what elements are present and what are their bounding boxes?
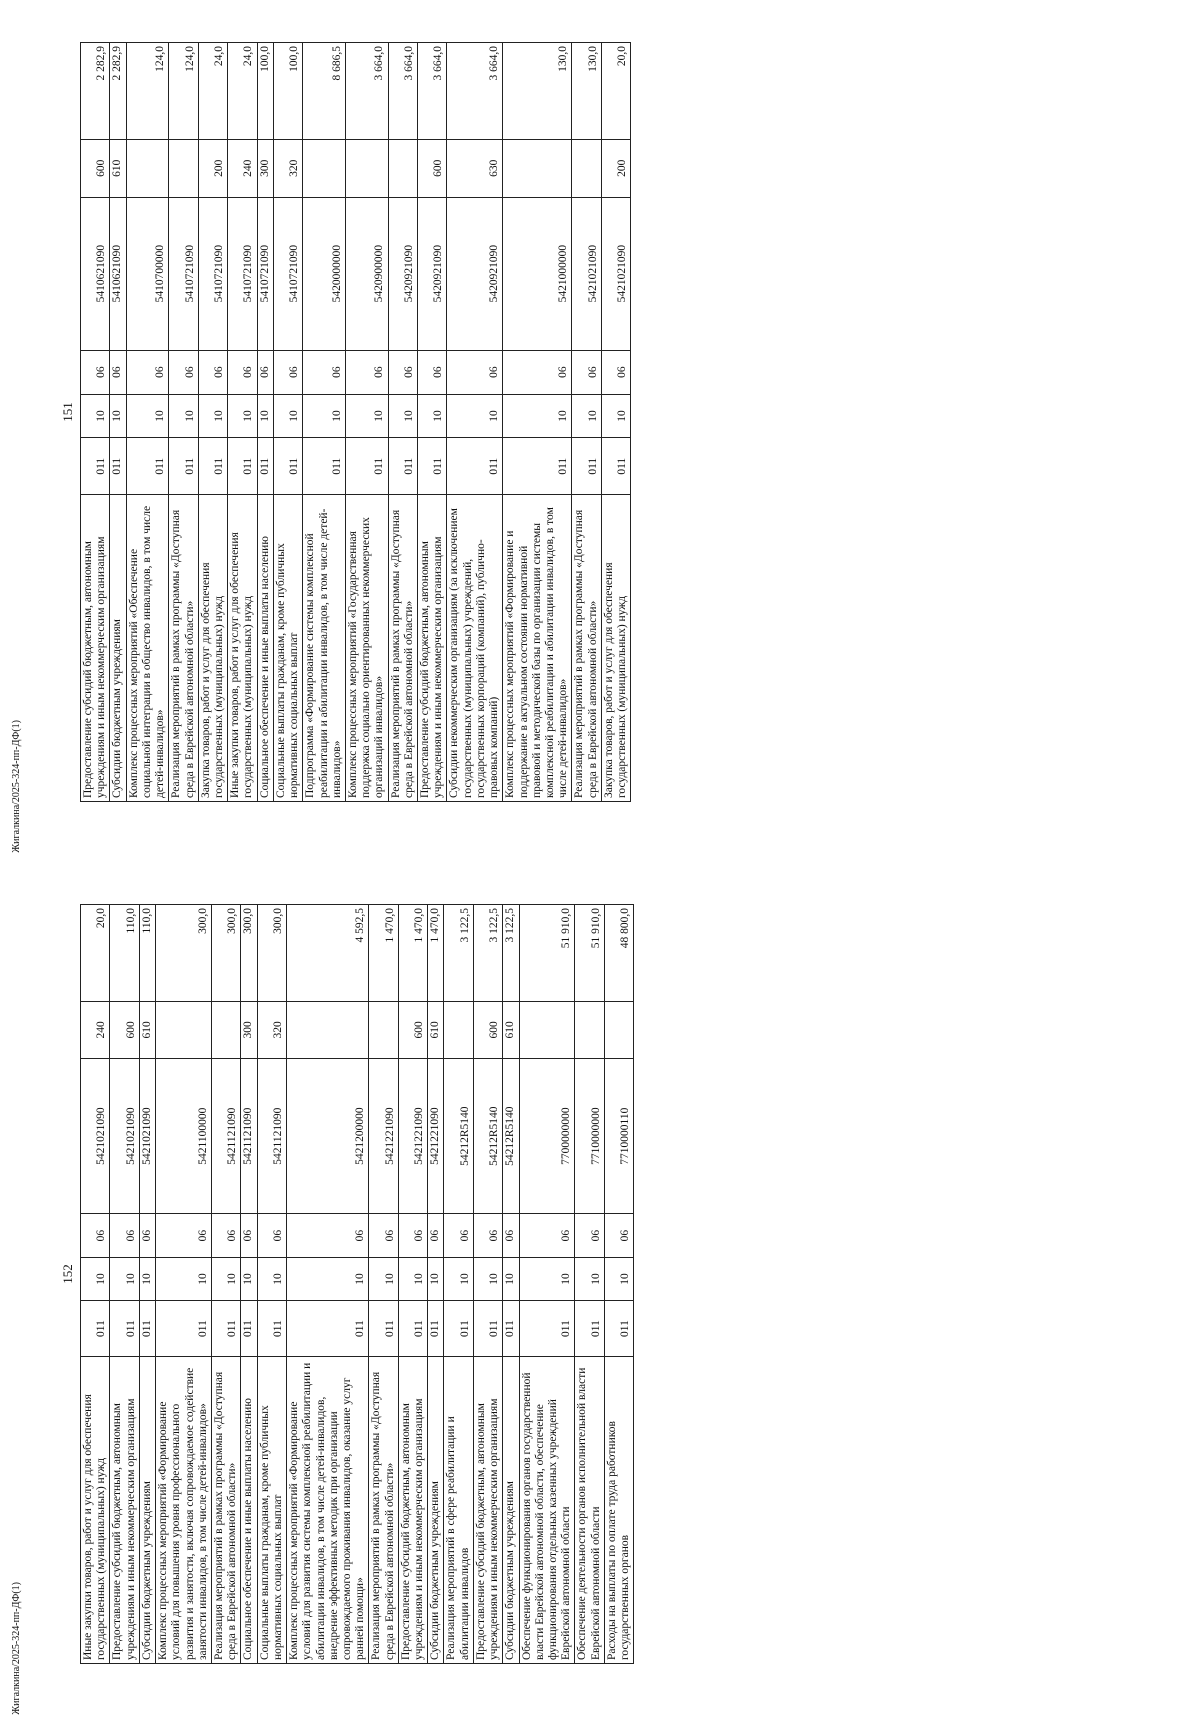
cell-amount: 100,0 — [273, 43, 302, 140]
cell-subsection: 06 — [126, 350, 169, 394]
cell-expense-type — [572, 140, 601, 198]
page-number: 151 — [60, 402, 75, 422]
table-row — [388, 43, 417, 802]
row-name: Обеспечение деятельности органов исполнительной власти Еврейской автономной области — [575, 1357, 604, 1664]
cell-section: 10 — [110, 1257, 139, 1300]
cell-section: 10 — [519, 1257, 575, 1300]
cell-amount: 130,0 — [503, 43, 572, 140]
cell-section: 10 — [572, 394, 601, 438]
cell-target-article: 5421100000 — [156, 1058, 212, 1214]
cell-target-article: 5421221090 — [428, 1058, 444, 1214]
table-row — [169, 43, 198, 802]
cell-amount: 4 592,5 — [287, 905, 369, 1002]
row-name: Иные закупки товаров, работ и услуг для обеспечения государственных (муниципальных) нужд — [228, 495, 257, 802]
rotated-content — [60, 884, 1170, 1664]
cell-ministry: 011 — [110, 1301, 139, 1357]
cell-amount: 110,0 — [139, 905, 155, 1002]
row-name: Субсидии бюджетным учреждениям — [110, 495, 126, 802]
row-name: Предоставление субсидий бюджетным, автономным учреждениям и иным некоммерческим организациям — [398, 1357, 427, 1664]
row-name: Обеспечение функционирования органов государственной власти Еврейской автономной области, обеспечение функционирования отдельных казенных учреждений Еврейской автономной области — [519, 1357, 575, 1664]
cell-subsection: 06 — [241, 1214, 257, 1257]
row-name: Субсидии бюджетным учреждениям — [139, 1357, 155, 1664]
table-row — [428, 905, 444, 1664]
cell-amount: 300,0 — [156, 905, 212, 1002]
cell-subsection: 06 — [273, 350, 302, 394]
document-footer: Жигалкина/2025-324-пп-ДФ(1) — [11, 1582, 22, 1715]
cell-amount: 1 470,0 — [428, 905, 444, 1002]
cell-target-article: 7710000000 — [575, 1058, 604, 1214]
cell-subsection: 06 — [388, 350, 417, 394]
cell-ministry: 011 — [604, 1301, 633, 1357]
cell-expense-type — [604, 1002, 633, 1059]
table-row — [287, 905, 369, 1664]
row-name: Социальные выплаты гражданам, кроме публичных нормативных социальных выплат — [273, 495, 302, 802]
cell-section: 10 — [81, 394, 110, 438]
cell-subsection: 06 — [503, 350, 572, 394]
cell-amount: 8 686,5 — [303, 43, 346, 140]
table-row — [81, 905, 110, 1664]
cell-subsection: 06 — [110, 350, 126, 394]
table-row — [418, 43, 447, 802]
cell-expense-type: 320 — [273, 140, 302, 198]
cell-expense-type: 600 — [110, 1002, 139, 1059]
cell-section: 10 — [110, 394, 126, 438]
cell-section: 10 — [575, 1257, 604, 1300]
cell-expense-type — [388, 140, 417, 198]
cell-target-article: 5421021090 — [139, 1058, 155, 1214]
cell-ministry: 011 — [345, 438, 388, 495]
cell-amount: 3 664,0 — [447, 43, 503, 140]
document-page-151 — [0, 0, 1200, 862]
row-name: Реализация мероприятий в рамках программы «Доступная среда в Еврейской автономной области» — [572, 495, 601, 802]
cell-ministry: 011 — [428, 1301, 444, 1357]
cell-expense-type: 600 — [398, 1002, 427, 1059]
cell-subsection: 06 — [418, 350, 447, 394]
cell-target-article: 5410721090 — [257, 197, 273, 350]
cell-amount: 3 664,0 — [345, 43, 388, 140]
cell-subsection: 06 — [369, 1214, 398, 1257]
table-row — [126, 43, 169, 802]
cell-amount: 3 664,0 — [418, 43, 447, 140]
cell-target-article: 5421021090 — [110, 1058, 139, 1214]
cell-section: 10 — [303, 394, 346, 438]
cell-section: 10 — [447, 394, 503, 438]
cell-ministry: 011 — [81, 438, 110, 495]
table-row — [503, 905, 519, 1664]
cell-ministry: 011 — [398, 1301, 427, 1357]
cell-ministry: 011 — [369, 1301, 398, 1357]
cell-expense-type — [156, 1002, 212, 1059]
cell-subsection: 06 — [447, 350, 503, 394]
cell-ministry: 011 — [447, 438, 503, 495]
cell-ministry: 011 — [572, 438, 601, 495]
cell-ministry: 011 — [601, 438, 630, 495]
cell-target-article: 54212R5140 — [444, 1058, 473, 1214]
budget-table — [80, 904, 634, 1664]
cell-expense-type: 300 — [241, 1002, 257, 1059]
row-name: Иные закупки товаров, работ и услуг для обеспечения государственных (муниципальных) нужд — [81, 1357, 110, 1664]
cell-target-article: 5410721090 — [198, 197, 227, 350]
cell-ministry: 011 — [418, 438, 447, 495]
cell-ministry: 011 — [257, 438, 273, 495]
row-name: Социальное обеспечение и иные выплаты населению — [257, 495, 273, 802]
table-row — [139, 905, 155, 1664]
cell-section: 10 — [428, 1257, 444, 1300]
cell-subsection: 06 — [198, 350, 227, 394]
cell-expense-type — [369, 1002, 398, 1059]
cell-target-article: 5421121090 — [211, 1058, 240, 1214]
cell-target-article: 5420900000 — [345, 197, 388, 350]
cell-section: 10 — [418, 394, 447, 438]
cell-target-article: 5421021090 — [81, 1058, 110, 1214]
cell-expense-type: 610 — [503, 1002, 519, 1059]
row-name: Комплекс процессных мероприятий «Обеспечение социальной интеграции в общество инвалидов, в том числе детей-инвалидов» — [126, 495, 169, 802]
cell-amount: 3 122,5 — [473, 905, 502, 1002]
cell-ministry: 011 — [388, 438, 417, 495]
cell-section: 10 — [287, 1257, 369, 1300]
cell-subsection: 06 — [503, 1214, 519, 1257]
cell-section: 10 — [139, 1257, 155, 1300]
cell-ministry: 011 — [211, 1301, 240, 1357]
cell-expense-type: 200 — [198, 140, 227, 198]
cell-amount: 124,0 — [126, 43, 169, 140]
table-row — [211, 905, 240, 1664]
table-row — [303, 43, 346, 802]
row-name: Подпрограмма «Формирование системы комплексной реабилитации и абилитации инвалидов, в том числе детей-инвалидов» — [303, 495, 346, 802]
cell-target-article: 5410721090 — [169, 197, 198, 350]
row-name: Субсидии бюджетным учреждениям — [503, 1357, 519, 1664]
cell-ministry: 011 — [287, 1301, 369, 1357]
row-name: Реализация мероприятий в рамках программы «Доступная среда в Еврейской автономной области» — [211, 1357, 240, 1664]
table-row — [228, 43, 257, 802]
cell-expense-type — [211, 1002, 240, 1059]
table-row — [257, 43, 273, 802]
cell-expense-type: 600 — [418, 140, 447, 198]
cell-subsection: 06 — [257, 1214, 286, 1257]
cell-expense-type — [126, 140, 169, 198]
cell-expense-type — [575, 1002, 604, 1059]
cell-target-article: 54212R5140 — [473, 1058, 502, 1214]
cell-target-article: 7710000110 — [604, 1058, 633, 1214]
cell-expense-type: 240 — [228, 140, 257, 198]
row-name: Социальные выплаты гражданам, кроме публичных нормативных социальных выплат — [257, 1357, 286, 1664]
cell-subsection: 06 — [81, 1214, 110, 1257]
cell-amount: 2 282,9 — [81, 43, 110, 140]
table-row — [572, 43, 601, 802]
cell-amount: 1 470,0 — [369, 905, 398, 1002]
cell-expense-type: 610 — [428, 1002, 444, 1059]
table-row — [273, 43, 302, 802]
cell-section: 10 — [273, 394, 302, 438]
cell-subsection: 06 — [572, 350, 601, 394]
cell-ministry: 011 — [303, 438, 346, 495]
cell-section: 10 — [444, 1257, 473, 1300]
cell-subsection: 06 — [444, 1214, 473, 1257]
cell-target-article: 5410721090 — [228, 197, 257, 350]
row-name: Комплекс процессных мероприятий «Формирование и поддержание в актуальном состоянии нормативной правовой и методической базы по организации системы комплексной реабилитации и абилитации инвалидов, в том числе детей-инвалидов» — [503, 495, 572, 802]
row-name: Реализация мероприятий в рамках программы «Доступная среда в Еврейской автономной области» — [169, 495, 198, 802]
cell-section: 10 — [156, 1257, 212, 1300]
cell-amount: 3 664,0 — [388, 43, 417, 140]
cell-subsection: 06 — [211, 1214, 240, 1257]
cell-target-article: 5420921090 — [418, 197, 447, 350]
row-name: Предоставление субсидий бюджетным, автономным учреждениям и иным некоммерческим организациям — [81, 495, 110, 802]
cell-expense-type: 320 — [257, 1002, 286, 1059]
cell-expense-type — [169, 140, 198, 198]
row-name: Социальное обеспечение и иные выплаты населению — [241, 1357, 257, 1664]
document-footer: Жигалкина/2025-324-пп-ДФ(1) — [11, 720, 22, 853]
cell-section: 10 — [369, 1257, 398, 1300]
cell-section: 10 — [503, 394, 572, 438]
cell-subsection: 06 — [428, 1214, 444, 1257]
row-name: Предоставление субсидий бюджетным, автономным учреждениям и иным некоммерческим организациям — [418, 495, 447, 802]
cell-amount: 1 470,0 — [398, 905, 427, 1002]
table-row — [110, 905, 139, 1664]
cell-expense-type — [303, 140, 346, 198]
cell-ministry: 011 — [110, 438, 126, 495]
cell-expense-type: 200 — [601, 140, 630, 198]
cell-section: 10 — [257, 1257, 286, 1300]
cell-target-article: 5421121090 — [241, 1058, 257, 1214]
table-row — [81, 43, 110, 802]
cell-section: 10 — [169, 394, 198, 438]
row-name: Закупка товаров, работ и услуг для обеспечения государственных (муниципальных) нужд — [601, 495, 630, 802]
row-name: Субсидии бюджетным учреждениям — [428, 1357, 444, 1664]
cell-amount: 300,0 — [211, 905, 240, 1002]
cell-amount: 3 122,5 — [503, 905, 519, 1002]
table-row — [604, 905, 633, 1664]
cell-target-article: 54212R5140 — [503, 1058, 519, 1214]
cell-section: 10 — [345, 394, 388, 438]
cell-amount: 110,0 — [110, 905, 139, 1002]
cell-section: 10 — [228, 394, 257, 438]
cell-ministry: 011 — [575, 1301, 604, 1357]
cell-amount: 300,0 — [257, 905, 286, 1002]
cell-ministry: 011 — [503, 438, 572, 495]
document-page-152 — [0, 862, 1200, 1724]
cell-expense-type — [345, 140, 388, 198]
cell-amount: 20,0 — [601, 43, 630, 140]
table-row — [345, 43, 388, 802]
cell-ministry: 011 — [81, 1301, 110, 1357]
cell-expense-type — [503, 140, 572, 198]
table-row — [257, 905, 286, 1664]
cell-subsection: 06 — [228, 350, 257, 394]
cell-target-article: 5420921090 — [388, 197, 417, 350]
cell-amount: 51 910,0 — [519, 905, 575, 1002]
cell-target-article: 5420000000 — [303, 197, 346, 350]
cell-subsection: 06 — [287, 1214, 369, 1257]
cell-expense-type: 300 — [257, 140, 273, 198]
cell-amount: 100,0 — [257, 43, 273, 140]
cell-section: 10 — [398, 1257, 427, 1300]
cell-ministry: 011 — [273, 438, 302, 495]
cell-amount: 51 910,0 — [575, 905, 604, 1002]
cell-expense-type — [444, 1002, 473, 1059]
cell-ministry: 011 — [169, 438, 198, 495]
cell-subsection: 06 — [601, 350, 630, 394]
cell-expense-type — [287, 1002, 369, 1059]
cell-expense-type: 240 — [81, 1002, 110, 1059]
cell-subsection: 06 — [110, 1214, 139, 1257]
cell-subsection: 06 — [604, 1214, 633, 1257]
row-name: Реализация мероприятий в рамках программы «Доступная среда в Еврейской автономной области» — [369, 1357, 398, 1664]
cell-target-article: 5410621090 — [110, 197, 126, 350]
cell-section: 10 — [241, 1257, 257, 1300]
row-name: Комплекс процессных мероприятий «Формирование условий для повышения уровня профессионального развития и занятости, включая сопровождаемое содействие занятости инвалидов, в том числе детей-инвалидов» — [156, 1357, 212, 1664]
cell-subsection: 06 — [169, 350, 198, 394]
table-row — [444, 905, 473, 1664]
cell-subsection: 06 — [398, 1214, 427, 1257]
row-name: Реализация мероприятий в сфере реабилитации и абилитации инвалидов — [444, 1357, 473, 1664]
cell-section: 10 — [198, 394, 227, 438]
cell-subsection: 06 — [156, 1214, 212, 1257]
row-name: Закупка товаров, работ и услуг для обеспечения государственных (муниципальных) нужд — [198, 495, 227, 802]
cell-amount: 20,0 — [81, 905, 110, 1002]
cell-target-article: 5421121090 — [257, 1058, 286, 1214]
budget-table — [80, 42, 631, 802]
cell-amount: 130,0 — [572, 43, 601, 140]
table-row — [398, 905, 427, 1664]
row-name: Комплекс процессных мероприятий «Формирование условий для развития системы комплексной реабилитации и абилитации инвалидов, в том числе детей-инвалидов, внедрение эффективных методик при организации сопровождаемого проживания инвалидов, оказание услуг ранней помощи» — [287, 1357, 369, 1664]
cell-ministry: 011 — [228, 438, 257, 495]
cell-section: 10 — [126, 394, 169, 438]
table-row — [110, 43, 126, 802]
cell-amount: 24,0 — [198, 43, 227, 140]
cell-section: 10 — [601, 394, 630, 438]
cell-ministry: 011 — [198, 438, 227, 495]
cell-ministry: 011 — [241, 1301, 257, 1357]
table-row — [575, 905, 604, 1664]
cell-subsection: 06 — [303, 350, 346, 394]
cell-subsection: 06 — [81, 350, 110, 394]
cell-section: 10 — [388, 394, 417, 438]
cell-target-article: 5421221090 — [369, 1058, 398, 1214]
row-name: Расходы на выплаты по оплате труда работников государственных органов — [604, 1357, 633, 1664]
cell-ministry: 011 — [257, 1301, 286, 1357]
cell-expense-type: 600 — [81, 140, 110, 198]
cell-expense-type: 600 — [473, 1002, 502, 1059]
cell-section: 10 — [211, 1257, 240, 1300]
cell-subsection: 06 — [345, 350, 388, 394]
row-name: Комплекс процессных мероприятий «Государственная поддержка социально ориентированных некоммерческих организаций инвалидов» — [345, 495, 388, 802]
table-row — [503, 43, 572, 802]
table-row — [369, 905, 398, 1664]
row-name: Реализация мероприятий в рамках программы «Доступная среда в Еврейской автономной области» — [388, 495, 417, 802]
cell-target-article: 5421021090 — [601, 197, 630, 350]
cell-section: 10 — [257, 394, 273, 438]
row-name: Субсидии некоммерческим организациям (за исключением государственных (муниципальных) учреждений, государственных корпораций (компаний), публично-правовых компаний) — [447, 495, 503, 802]
cell-section: 10 — [81, 1257, 110, 1300]
cell-subsection: 06 — [139, 1214, 155, 1257]
cell-amount: 48 800,0 — [604, 905, 633, 1002]
cell-subsection: 06 — [257, 350, 273, 394]
table-row — [198, 43, 227, 802]
table-row — [241, 905, 257, 1664]
cell-expense-type — [519, 1002, 575, 1059]
cell-section: 10 — [473, 1257, 502, 1300]
cell-expense-type: 610 — [110, 140, 126, 198]
cell-target-article: 5410621090 — [81, 197, 110, 350]
table-row — [156, 905, 212, 1664]
rotated-content — [60, 22, 1170, 802]
cell-target-article: 5410700000 — [126, 197, 169, 350]
row-name: Предоставление субсидий бюджетным, автономным учреждениям и иным некоммерческим организациям — [110, 1357, 139, 1664]
cell-amount: 24,0 — [228, 43, 257, 140]
cell-subsection: 06 — [575, 1214, 604, 1257]
cell-ministry: 011 — [503, 1301, 519, 1357]
cell-target-article: 5410721090 — [273, 197, 302, 350]
cell-subsection: 06 — [519, 1214, 575, 1257]
cell-ministry: 011 — [519, 1301, 575, 1357]
table-row — [519, 905, 575, 1664]
cell-section: 10 — [503, 1257, 519, 1300]
cell-target-article: 5421021090 — [572, 197, 601, 350]
cell-expense-type: 610 — [139, 1002, 155, 1059]
row-name: Предоставление субсидий бюджетным, автономным учреждениям и иным некоммерческим организациям — [473, 1357, 502, 1664]
table-row — [447, 43, 503, 802]
cell-amount: 3 122,5 — [444, 905, 473, 1002]
table-row — [601, 43, 630, 802]
table-row — [473, 905, 502, 1664]
cell-target-article: 5420921090 — [447, 197, 503, 350]
cell-target-article: 7700000000 — [519, 1058, 575, 1214]
cell-ministry: 011 — [444, 1301, 473, 1357]
cell-amount: 124,0 — [169, 43, 198, 140]
cell-ministry: 011 — [126, 438, 169, 495]
cell-ministry: 011 — [156, 1301, 212, 1357]
cell-amount: 2 282,9 — [110, 43, 126, 140]
cell-ministry: 011 — [139, 1301, 155, 1357]
cell-expense-type: 630 — [447, 140, 503, 198]
cell-subsection: 06 — [473, 1214, 502, 1257]
page-number: 152 — [60, 1264, 75, 1284]
cell-ministry: 011 — [473, 1301, 502, 1357]
cell-target-article: 5421000000 — [503, 197, 572, 350]
cell-target-article: 5421221090 — [398, 1058, 427, 1214]
cell-target-article: 5421200000 — [287, 1058, 369, 1214]
cell-amount: 300,0 — [241, 905, 257, 1002]
cell-section: 10 — [604, 1257, 633, 1300]
